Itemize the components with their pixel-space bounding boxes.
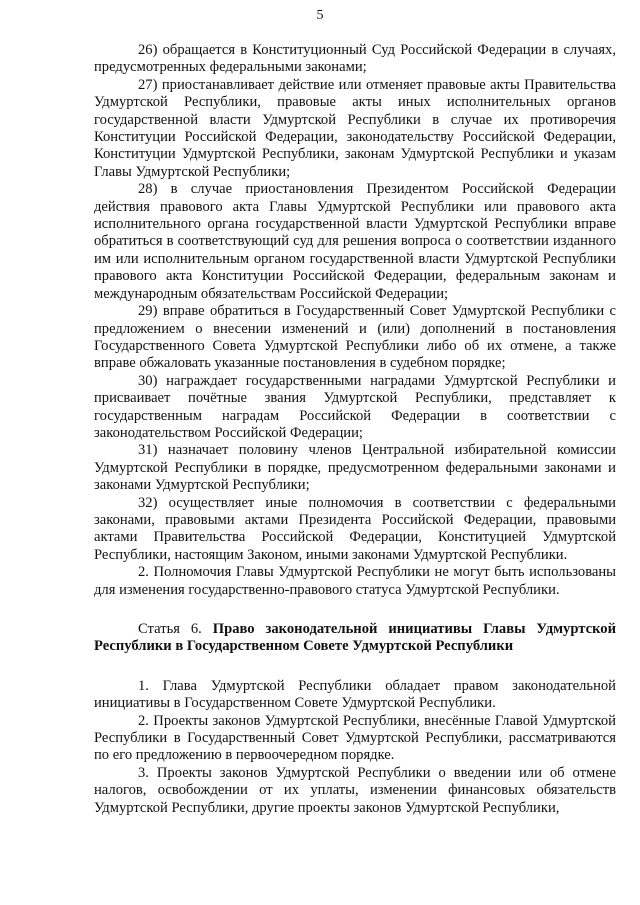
document-body [94,42,616,817]
paragraph-item-26: 26) обращается в Конституционный Суд Российской Федерации в случаях, предусмотренных федеральными законами; [94,42,616,76]
paragraph-part-2: 2. Полномочия Главы Удмуртской Республики не могут быть использованы для изменения государственно-правового статуса Удмуртской Республики. [94,564,616,598]
article-title: Право законодательной инициативы Главы Удмуртской Республики в Государственном Совете Удмуртской Республики [94,621,616,655]
article-paragraph-3: 3. Проекты законов Удмуртской Республики о введении или об отмене налогов, освобождении от их уплаты, изменении финансовых обязательств Удмуртской Республики, другие проекты законов Удмуртской Республики, [94,764,616,816]
paragraph-item-32: 32) осуществляет иные полномочия в соответствии с федеральными законами, правовыми актами Президента Российской Федерации, правовыми актами Правительства Российской Федерации, Конституцией Удмуртской Республики, настоящим Законом, иными законами Удмуртской Республики. [94,494,616,563]
article-paragraph-2: 2. Проекты законов Удмуртской Республики, внесённые Главой Удмуртской Республики в Государственный Совет Удмуртской Республики, рассматриваются по его предложению в первоочередном порядке. [94,712,616,764]
paragraph-item-29: 29) вправе обратиться в Государственный Совет Удмуртской Республики с предложением о внесении изменений и (или) дополнений в постановления Государственного Совета Удмуртской Республики либо об их отмене, а также вправе обжаловать указанные постановления в судебном порядке; [94,303,616,372]
paragraph-item-30: 30) награждает государственными наградами Удмуртской Республики и присваивает почётные звания Удмуртской Республики, представляет к государственным наградам Российской Федерации в соответствии с законодательством Российской Федерации; [94,372,616,441]
paragraph-item-27: 27) приостанавливает действие или отменяет правовые акты Правительства Удмуртской Республики, правовые акты иных исполнительных органов государственной власти Удмуртской Республики в случае их противоречия Конституции Российской Федерации, законодательству Российской Федерации, Конституции Удмуртской Республики, законам Удмуртской Республики и указам Главы Удмуртской Республики; [94,76,616,180]
paragraph-item-31: 31) назначает половину членов Центральной избирательной комиссии Удмуртской Республики в порядке, предусмотренном федеральными законами и законами Удмуртской Республики; [94,442,616,494]
paragraph-item-28: 28) в случае приостановления Президентом Российской Федерации действия правового акта Главы Удмуртской Республики или правового акта исполнительного органа государственной власти Удмуртской Республики вправе обратиться в соответствующий суд для решения вопроса о соответствии изданного им или исполнительным органом государственной власти Удмуртской Республики правового акта Конституции Российской Федерации, федеральным законам и международным обязательствам Российской Федерации; [94,181,616,302]
article-number: Статья 6. [138,621,202,637]
page-number: 5 [316,8,324,23]
article-paragraph-1: 1. Глава Удмуртской Республики обладает правом законодательной инициативы в Государственном Совете Удмуртской Республики. [94,677,616,712]
article-heading [94,621,616,656]
